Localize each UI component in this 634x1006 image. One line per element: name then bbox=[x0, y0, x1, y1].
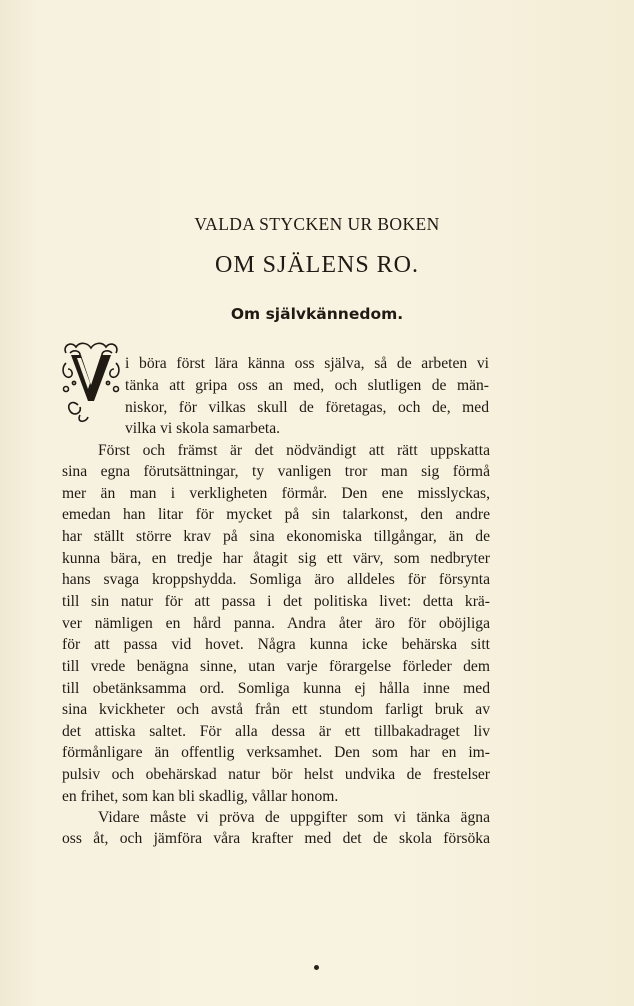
heading-small: VALDA STYCKEN UR BOKEN bbox=[194, 214, 440, 234]
text-line: tänka att gripa oss an med, och slutligen de män- bbox=[125, 377, 489, 394]
heading-large: OM SJÄLENS RO. bbox=[214, 252, 420, 278]
text-line: mer än man i verkligheten förmår. Den ene misslyckas, bbox=[62, 485, 490, 502]
text-line: hans svaga kroppshydda. Somliga äro alldeles för försynta bbox=[62, 571, 490, 588]
text-line: ver nämligen en hård panna. Andra åter äro för oböjliga bbox=[62, 615, 490, 632]
text-line: vilka vi skola samarbeta. bbox=[125, 420, 281, 437]
text-line: Först och främst är det nödvändigt att rätt uppskatta bbox=[98, 442, 490, 459]
text-line: förmånligare än offentlig verksamhet. Den som har en im- bbox=[62, 744, 490, 761]
text-line: sina egna förutsättningar, ty vanligen tror man sig förmå bbox=[62, 463, 490, 480]
text-line: till sin natur för att passa i det politiska livet: detta krä- bbox=[62, 593, 490, 610]
text-line: pulsiv och obehärskad natur bör helst undvika de frestelser bbox=[62, 766, 490, 783]
page-dot bbox=[314, 965, 319, 970]
text-line: i böra först lära känna oss själva, så de arbeten vi bbox=[125, 355, 489, 372]
text-line: niskor, för vilkas skull de företagas, och de, med bbox=[125, 399, 489, 416]
text-line: en frihet, som kan bli skadlig, vållar honom. bbox=[62, 788, 339, 805]
text-line: Vidare måste vi pröva de uppgifter som vi tänka ägna bbox=[98, 809, 490, 826]
section-title: Om självkännedom. bbox=[230, 305, 404, 323]
text-line: har ställt större krav på sina ekonomiska tillgångar, än de bbox=[62, 528, 490, 545]
text-line: för att passa vid hovet. Några kunna icke behärska sitt bbox=[62, 636, 490, 653]
text-line: till vrede benägna sinne, utan varje förargelse förleder dem bbox=[62, 658, 490, 675]
text-line: oss åt, och jämföra våra krafter med det de skola försöka bbox=[62, 830, 490, 847]
text-line: emedan han litar för mycket på sin talarkonst, den andre bbox=[62, 506, 490, 523]
text-line: det attiska saltet. För alla dessa är ett tillbakadraget liv bbox=[62, 723, 490, 740]
text-line: kunna bära, en tredje har åtagit sig ett värv, som nedbryter bbox=[62, 550, 490, 567]
text-line: till obetänksamma ord. Somliga kunna ej hålla inne med bbox=[62, 680, 490, 697]
ornamental-initial-v bbox=[60, 339, 122, 423]
text-line: sina kvickheter och avstå från ett stundom farligt bruk av bbox=[62, 701, 490, 718]
